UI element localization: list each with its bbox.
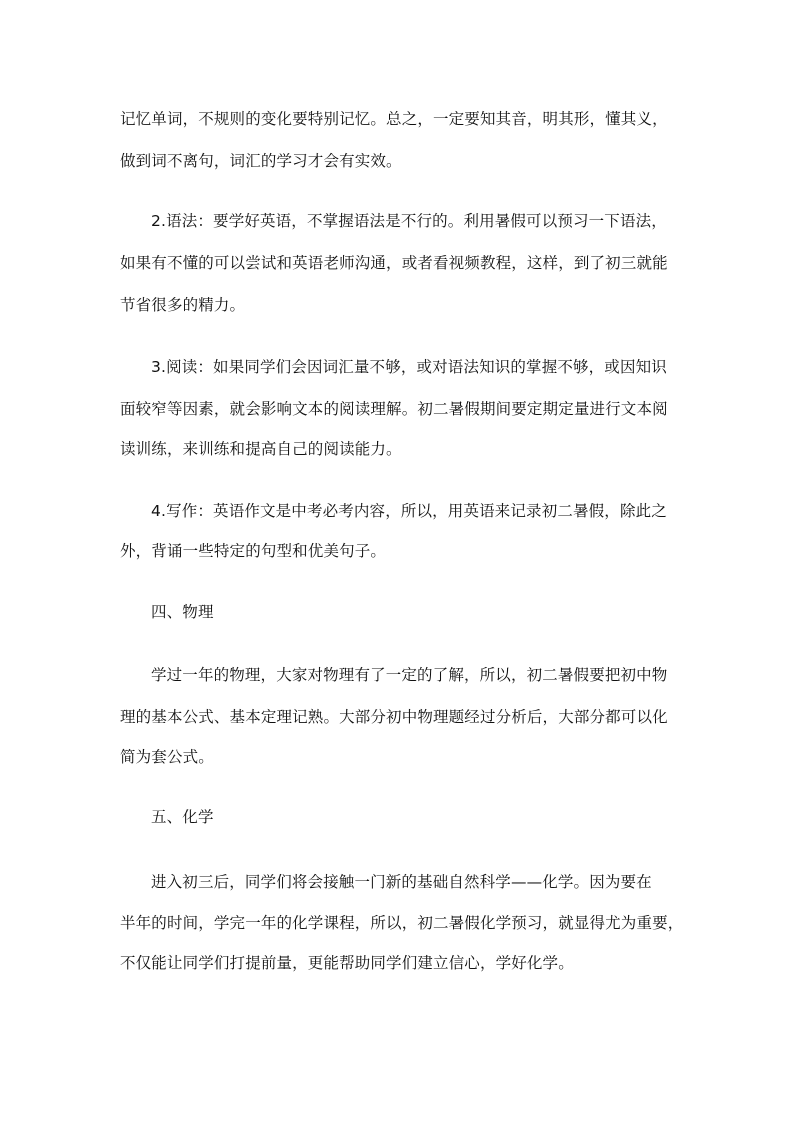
- physics-line-3: 简为套公式。: [120, 748, 214, 766]
- chemistry-line-1: 进入初三后，同学们将会接触一门新的基础自然科学——化学。因为要在: [151, 873, 652, 891]
- section-heading-physics: 四、物理: [151, 603, 214, 621]
- writing-line-1: 4.写作：英语作文是中考必考内容，所以，用英语来记录初二暑假，除此之: [151, 502, 667, 520]
- physics-line-1: 学过一年的物理，大家对物理有了一定的了解，所以，初二暑假要把初中物: [151, 666, 668, 684]
- chemistry-line-3: 不仅能让同学们打提前量，更能帮助同学们建立信心，学好化学。: [120, 954, 574, 972]
- grammar-line-1: 2.语法：要学好英语，不掌握语法是不行的。利用暑假可以预习一下语法，: [151, 212, 667, 230]
- reading-line-1: 3.阅读：如果同学们会因词汇量不够，或对语法知识的掌握不够，或因知识: [151, 358, 667, 376]
- reading-line-2: 面较窄等因素，就会影响文本的阅读理解。初二暑假期间要定期定量进行文本阅: [120, 400, 668, 418]
- section-heading-chemistry: 五、化学: [151, 808, 214, 826]
- physics-line-2: 理的基本公式、基本定理记熟。大部分初中物理题经过分析后，大部分都可以化: [120, 708, 668, 726]
- writing-line-2: 外，背诵一些特定的句型和优美句子。: [120, 542, 387, 560]
- body-line-2: 做到词不离句，词汇的学习才会有实效。: [120, 152, 402, 170]
- body-line-1: 记忆单词，不规则的变化要特别记忆。总之，一定要知其音，明其形，懂其义，: [120, 110, 668, 128]
- grammar-line-2: 如果有不懂的可以尝试和英语老师沟通，或者看视频教程，这样，到了初三就能: [120, 254, 668, 272]
- reading-line-3: 读训练，来训练和提高自己的阅读能力。: [120, 440, 402, 458]
- chemistry-line-2: 半年的时间，学完一年的化学课程，所以，初二暑假化学预习，就显得尤为重要，: [120, 914, 684, 932]
- grammar-line-3: 节省很多的精力。: [120, 296, 246, 314]
